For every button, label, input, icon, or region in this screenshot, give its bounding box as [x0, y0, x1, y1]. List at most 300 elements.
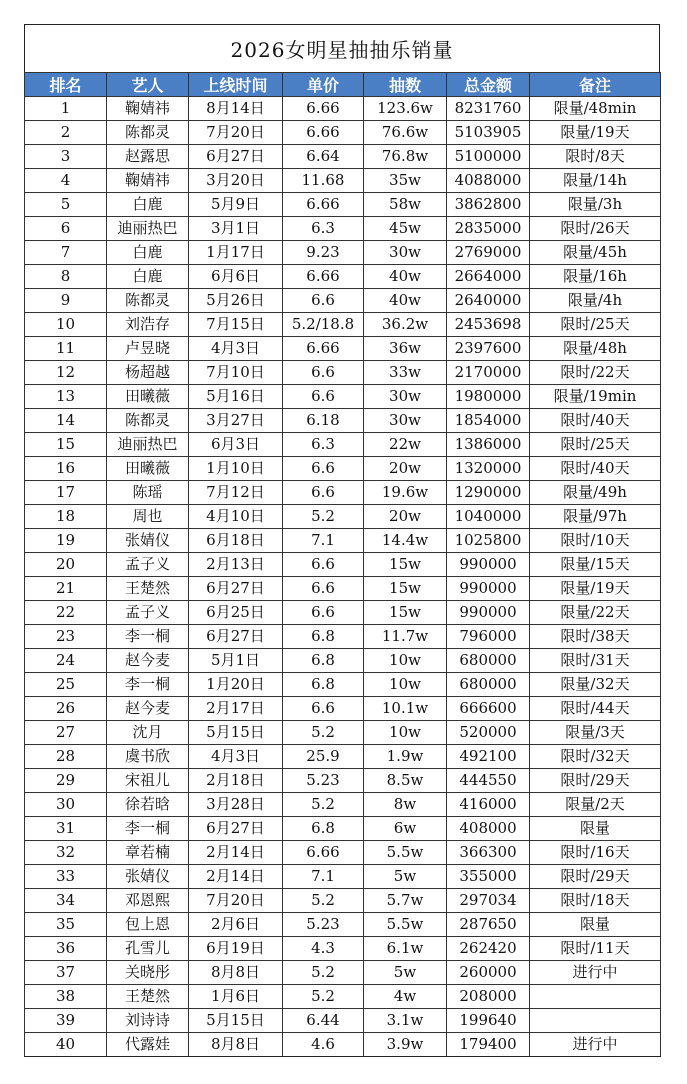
- rank-cell: 1: [25, 97, 107, 121]
- table-row: [25, 169, 661, 193]
- artist-cell: 刘诗诗: [107, 1009, 189, 1033]
- rank-cell: 3: [25, 145, 107, 169]
- unit-price-cell: 6.6: [283, 385, 364, 409]
- unit-price-cell: 5.23: [283, 769, 364, 793]
- artist-cell: 孟子义: [107, 553, 189, 577]
- rank-cell: 36: [25, 937, 107, 961]
- launch-date-cell: 5月16日: [189, 385, 283, 409]
- launch-date-cell: 2月6日: [189, 913, 283, 937]
- artist-cell: 白鹿: [107, 241, 189, 265]
- unit-price-cell: 5.2: [283, 961, 364, 985]
- sheet-title: 2026女明星抽抽乐销量: [24, 24, 660, 72]
- notes-cell: 限时/8天: [530, 145, 661, 169]
- artist-cell: 卢昱晓: [107, 337, 189, 361]
- launch-date-cell: 8月14日: [189, 97, 283, 121]
- launch-date-cell: 5月26日: [189, 289, 283, 313]
- table-row: [25, 553, 661, 577]
- launch-date-cell: 7月20日: [189, 889, 283, 913]
- draw-count-cell: 76.8w: [364, 145, 447, 169]
- launch-date-cell: 2月18日: [189, 769, 283, 793]
- notes-cell: 限量/16h: [530, 265, 661, 289]
- artist-cell: 周也: [107, 505, 189, 529]
- total-amount-cell: 262420: [447, 937, 530, 961]
- total-amount-cell: 680000: [447, 673, 530, 697]
- table-row: [25, 481, 661, 505]
- notes-cell: 限时/25天: [530, 433, 661, 457]
- artist-cell: 王楚然: [107, 577, 189, 601]
- draw-count-cell: 123.6w: [364, 97, 447, 121]
- table-row: [25, 313, 661, 337]
- rank-cell: 26: [25, 697, 107, 721]
- unit-price-cell: 11.68: [283, 169, 364, 193]
- rank-cell: 4: [25, 169, 107, 193]
- draw-count-cell: 10.1w: [364, 697, 447, 721]
- unit-price-cell: 6.66: [283, 121, 364, 145]
- notes-cell: 限量/19min: [530, 385, 661, 409]
- total-amount-cell: 680000: [447, 649, 530, 673]
- table-row: [25, 505, 661, 529]
- draw-count-cell: 36.2w: [364, 313, 447, 337]
- draw-count-cell: 76.6w: [364, 121, 447, 145]
- table-row: [25, 577, 661, 601]
- launch-date-cell: 1月10日: [189, 457, 283, 481]
- total-amount-cell: 1040000: [447, 505, 530, 529]
- draw-count-cell: 10w: [364, 721, 447, 745]
- unit-price-cell: 6.8: [283, 817, 364, 841]
- draw-count-cell: 10w: [364, 673, 447, 697]
- artist-cell: 徐若晗: [107, 793, 189, 817]
- rank-cell: 35: [25, 913, 107, 937]
- total-amount-cell: 1025800: [447, 529, 530, 553]
- notes-cell: 进行中: [530, 961, 661, 985]
- total-amount-cell: 1386000: [447, 433, 530, 457]
- notes-cell: 限时/22天: [530, 361, 661, 385]
- rank-cell: 18: [25, 505, 107, 529]
- unit-price-cell: 9.23: [283, 241, 364, 265]
- draw-count-cell: 19.6w: [364, 481, 447, 505]
- notes-cell: 限量/49h: [530, 481, 661, 505]
- total-amount-cell: 287650: [447, 913, 530, 937]
- total-amount-cell: 416000: [447, 793, 530, 817]
- unit-price-cell: 5.2: [283, 793, 364, 817]
- table-row: [25, 745, 661, 769]
- launch-date-cell: 6月27日: [189, 145, 283, 169]
- header-unit-price: 单价: [283, 73, 364, 97]
- artist-cell: 迪丽热巴: [107, 217, 189, 241]
- notes-cell: 限量/97h: [530, 505, 661, 529]
- table-row: [25, 793, 661, 817]
- notes-cell: 限时/29天: [530, 769, 661, 793]
- notes-cell: [530, 985, 661, 1009]
- draw-count-cell: 33w: [364, 361, 447, 385]
- total-amount-cell: 666600: [447, 697, 530, 721]
- launch-date-cell: 5月15日: [189, 721, 283, 745]
- table-row: [25, 457, 661, 481]
- total-amount-cell: 444550: [447, 769, 530, 793]
- rank-cell: 11: [25, 337, 107, 361]
- table-row: [25, 817, 661, 841]
- total-amount-cell: 208000: [447, 985, 530, 1009]
- rank-cell: 9: [25, 289, 107, 313]
- unit-price-cell: 6.66: [283, 841, 364, 865]
- table-row: [25, 985, 661, 1009]
- table-row: [25, 121, 661, 145]
- draw-count-cell: 30w: [364, 409, 447, 433]
- unit-price-cell: 6.66: [283, 193, 364, 217]
- notes-cell: 限量/14h: [530, 169, 661, 193]
- rank-cell: 37: [25, 961, 107, 985]
- table-row: [25, 673, 661, 697]
- rank-cell: 21: [25, 577, 107, 601]
- launch-date-cell: 3月27日: [189, 409, 283, 433]
- rank-cell: 8: [25, 265, 107, 289]
- table-row: [25, 649, 661, 673]
- table-row: [25, 433, 661, 457]
- artist-cell: 宋祖儿: [107, 769, 189, 793]
- table-row: [25, 889, 661, 913]
- artist-cell: 李一桐: [107, 625, 189, 649]
- artist-cell: 张婧仪: [107, 865, 189, 889]
- draw-count-cell: 8w: [364, 793, 447, 817]
- artist-cell: 田曦薇: [107, 457, 189, 481]
- notes-cell: 限量/48min: [530, 97, 661, 121]
- draw-count-cell: 5.7w: [364, 889, 447, 913]
- unit-price-cell: 25.9: [283, 745, 364, 769]
- launch-date-cell: 2月13日: [189, 553, 283, 577]
- artist-cell: 虞书欣: [107, 745, 189, 769]
- notes-cell: 限时/18天: [530, 889, 661, 913]
- draw-count-cell: 15w: [364, 577, 447, 601]
- rank-cell: 40: [25, 1033, 107, 1057]
- table-row: [25, 385, 661, 409]
- launch-date-cell: 6月6日: [189, 265, 283, 289]
- notes-cell: 进行中: [530, 1033, 661, 1057]
- unit-price-cell: 5.23: [283, 913, 364, 937]
- rank-cell: 22: [25, 601, 107, 625]
- artist-cell: 陈瑶: [107, 481, 189, 505]
- rank-cell: 5: [25, 193, 107, 217]
- header-rank: 排名: [25, 73, 107, 97]
- launch-date-cell: 8月8日: [189, 961, 283, 985]
- draw-count-cell: 6w: [364, 817, 447, 841]
- table-row: [25, 217, 661, 241]
- total-amount-cell: 2453698: [447, 313, 530, 337]
- launch-date-cell: 7月15日: [189, 313, 283, 337]
- unit-price-cell: 6.66: [283, 337, 364, 361]
- launch-date-cell: 7月12日: [189, 481, 283, 505]
- total-amount-cell: 990000: [447, 601, 530, 625]
- table-row: [25, 697, 661, 721]
- total-amount-cell: 1290000: [447, 481, 530, 505]
- rank-cell: 38: [25, 985, 107, 1009]
- draw-count-cell: 3.1w: [364, 1009, 447, 1033]
- notes-cell: 限量/15天: [530, 553, 661, 577]
- total-amount-cell: 520000: [447, 721, 530, 745]
- launch-date-cell: 3月28日: [189, 793, 283, 817]
- rank-cell: 33: [25, 865, 107, 889]
- artist-cell: 代露娃: [107, 1033, 189, 1057]
- total-amount-cell: 1320000: [447, 457, 530, 481]
- artist-cell: 孟子义: [107, 601, 189, 625]
- total-amount-cell: 3862800: [447, 193, 530, 217]
- draw-count-cell: 5w: [364, 865, 447, 889]
- header-notes: 备注: [530, 73, 661, 97]
- header-row: [25, 73, 661, 97]
- notes-cell: 限量/19天: [530, 577, 661, 601]
- rank-cell: 29: [25, 769, 107, 793]
- draw-count-cell: 5.5w: [364, 841, 447, 865]
- rank-cell: 27: [25, 721, 107, 745]
- launch-date-cell: 5月1日: [189, 649, 283, 673]
- launch-date-cell: 3月20日: [189, 169, 283, 193]
- notes-cell: 限时/10天: [530, 529, 661, 553]
- unit-price-cell: 6.3: [283, 217, 364, 241]
- rank-cell: 7: [25, 241, 107, 265]
- artist-cell: 章若楠: [107, 841, 189, 865]
- header-draw-count: 抽数: [364, 73, 447, 97]
- notes-cell: 限量/19天: [530, 121, 661, 145]
- notes-cell: 限量/4h: [530, 289, 661, 313]
- unit-price-cell: 6.6: [283, 601, 364, 625]
- unit-price-cell: 5.2: [283, 721, 364, 745]
- rank-cell: 15: [25, 433, 107, 457]
- artist-cell: 鞠婧祎: [107, 97, 189, 121]
- total-amount-cell: 990000: [447, 577, 530, 601]
- notes-cell: 限量: [530, 817, 661, 841]
- draw-count-cell: 11.7w: [364, 625, 447, 649]
- notes-cell: 限时/11天: [530, 937, 661, 961]
- total-amount-cell: 2769000: [447, 241, 530, 265]
- total-amount-cell: 492100: [447, 745, 530, 769]
- rank-cell: 6: [25, 217, 107, 241]
- artist-cell: 沈月: [107, 721, 189, 745]
- table-row: [25, 97, 661, 121]
- artist-cell: 迪丽热巴: [107, 433, 189, 457]
- total-amount-cell: 1980000: [447, 385, 530, 409]
- notes-cell: [530, 1009, 661, 1033]
- launch-date-cell: 6月27日: [189, 817, 283, 841]
- notes-cell: 限量: [530, 913, 661, 937]
- notes-cell: 限时/16天: [530, 841, 661, 865]
- unit-price-cell: 6.6: [283, 697, 364, 721]
- rank-cell: 2: [25, 121, 107, 145]
- artist-cell: 鞠婧祎: [107, 169, 189, 193]
- notes-cell: 限量/48h: [530, 337, 661, 361]
- rank-cell: 30: [25, 793, 107, 817]
- table-row: [25, 601, 661, 625]
- launch-date-cell: 6月18日: [189, 529, 283, 553]
- launch-date-cell: 6月27日: [189, 625, 283, 649]
- rank-cell: 17: [25, 481, 107, 505]
- unit-price-cell: 7.1: [283, 529, 364, 553]
- notes-cell: 限量/3天: [530, 721, 661, 745]
- total-amount-cell: 4088000: [447, 169, 530, 193]
- notes-cell: 限时/29天: [530, 865, 661, 889]
- total-amount-cell: 8231760: [447, 97, 530, 121]
- notes-cell: 限量/45h: [530, 241, 661, 265]
- rank-cell: 24: [25, 649, 107, 673]
- rank-cell: 10: [25, 313, 107, 337]
- draw-count-cell: 20w: [364, 457, 447, 481]
- launch-date-cell: 4月10日: [189, 505, 283, 529]
- rank-cell: 16: [25, 457, 107, 481]
- header-artist: 艺人: [107, 73, 189, 97]
- launch-date-cell: 1月20日: [189, 673, 283, 697]
- notes-cell: 限时/32天: [530, 745, 661, 769]
- artist-cell: 田曦薇: [107, 385, 189, 409]
- unit-price-cell: 6.18: [283, 409, 364, 433]
- notes-cell: 限时/40天: [530, 409, 661, 433]
- table-row: [25, 193, 661, 217]
- launch-date-cell: 7月20日: [189, 121, 283, 145]
- rank-cell: 14: [25, 409, 107, 433]
- launch-date-cell: 4月3日: [189, 745, 283, 769]
- unit-price-cell: 6.6: [283, 553, 364, 577]
- artist-cell: 杨超越: [107, 361, 189, 385]
- artist-cell: 张婧仪: [107, 529, 189, 553]
- unit-price-cell: 6.64: [283, 145, 364, 169]
- table-row: [25, 1009, 661, 1033]
- launch-date-cell: 6月25日: [189, 601, 283, 625]
- unit-price-cell: 6.6: [283, 457, 364, 481]
- unit-price-cell: 6.66: [283, 97, 364, 121]
- total-amount-cell: 297034: [447, 889, 530, 913]
- launch-date-cell: 6月3日: [189, 433, 283, 457]
- notes-cell: 限量/2天: [530, 793, 661, 817]
- header-launch-date: 上线时间: [189, 73, 283, 97]
- rank-cell: 39: [25, 1009, 107, 1033]
- unit-price-cell: 5.2/18.8: [283, 313, 364, 337]
- artist-cell: 包上恩: [107, 913, 189, 937]
- launch-date-cell: 2月14日: [189, 841, 283, 865]
- artist-cell: 孔雪儿: [107, 937, 189, 961]
- draw-count-cell: 3.9w: [364, 1033, 447, 1057]
- launch-date-cell: 6月19日: [189, 937, 283, 961]
- launch-date-cell: 5月15日: [189, 1009, 283, 1033]
- unit-price-cell: 6.8: [283, 649, 364, 673]
- rank-cell: 13: [25, 385, 107, 409]
- draw-count-cell: 22w: [364, 433, 447, 457]
- unit-price-cell: 5.2: [283, 985, 364, 1009]
- launch-date-cell: 4月3日: [189, 337, 283, 361]
- table-row: [25, 961, 661, 985]
- table-row: [25, 289, 661, 313]
- table-row: [25, 361, 661, 385]
- draw-count-cell: 5.5w: [364, 913, 447, 937]
- draw-count-cell: 30w: [364, 241, 447, 265]
- draw-count-cell: 8.5w: [364, 769, 447, 793]
- launch-date-cell: 3月1日: [189, 217, 283, 241]
- table-row: [25, 241, 661, 265]
- artist-cell: 赵今麦: [107, 649, 189, 673]
- draw-count-cell: 5w: [364, 961, 447, 985]
- launch-date-cell: 6月27日: [189, 577, 283, 601]
- launch-date-cell: 8月8日: [189, 1033, 283, 1057]
- total-amount-cell: 990000: [447, 553, 530, 577]
- draw-count-cell: 40w: [364, 265, 447, 289]
- rank-cell: 23: [25, 625, 107, 649]
- rank-cell: 12: [25, 361, 107, 385]
- unit-price-cell: 5.2: [283, 889, 364, 913]
- unit-price-cell: 6.6: [283, 361, 364, 385]
- artist-cell: 邓恩熙: [107, 889, 189, 913]
- launch-date-cell: 5月9日: [189, 193, 283, 217]
- launch-date-cell: 1月6日: [189, 985, 283, 1009]
- table-row: [25, 337, 661, 361]
- total-amount-cell: 366300: [447, 841, 530, 865]
- total-amount-cell: 408000: [447, 817, 530, 841]
- launch-date-cell: 1月17日: [189, 241, 283, 265]
- draw-count-cell: 58w: [364, 193, 447, 217]
- draw-count-cell: 10w: [364, 649, 447, 673]
- unit-price-cell: 6.6: [283, 289, 364, 313]
- total-amount-cell: 355000: [447, 865, 530, 889]
- artist-cell: 陈都灵: [107, 289, 189, 313]
- launch-date-cell: 2月17日: [189, 697, 283, 721]
- artist-cell: 李一桐: [107, 817, 189, 841]
- launch-date-cell: 2月14日: [189, 865, 283, 889]
- total-amount-cell: 199640: [447, 1009, 530, 1033]
- total-amount-cell: 179400: [447, 1033, 530, 1057]
- rank-cell: 31: [25, 817, 107, 841]
- draw-count-cell: 1.9w: [364, 745, 447, 769]
- table-row: [25, 865, 661, 889]
- notes-cell: 限时/26天: [530, 217, 661, 241]
- draw-count-cell: 45w: [364, 217, 447, 241]
- total-amount-cell: 5103905: [447, 121, 530, 145]
- unit-price-cell: 6.8: [283, 673, 364, 697]
- rank-cell: 20: [25, 553, 107, 577]
- total-amount-cell: 260000: [447, 961, 530, 985]
- table-row: [25, 841, 661, 865]
- total-amount-cell: 2664000: [447, 265, 530, 289]
- draw-count-cell: 14.4w: [364, 529, 447, 553]
- artist-cell: 陈都灵: [107, 409, 189, 433]
- draw-count-cell: 15w: [364, 553, 447, 577]
- total-amount-cell: 2397600: [447, 337, 530, 361]
- notes-cell: 限时/40天: [530, 457, 661, 481]
- artist-cell: 关晓彤: [107, 961, 189, 985]
- unit-price-cell: 6.6: [283, 577, 364, 601]
- total-amount-cell: 2835000: [447, 217, 530, 241]
- table-row: [25, 913, 661, 937]
- artist-cell: 白鹿: [107, 265, 189, 289]
- rank-cell: 25: [25, 673, 107, 697]
- artist-cell: 赵露思: [107, 145, 189, 169]
- table-row: [25, 265, 661, 289]
- rank-cell: 28: [25, 745, 107, 769]
- artist-cell: 李一桐: [107, 673, 189, 697]
- rank-cell: 32: [25, 841, 107, 865]
- total-amount-cell: 796000: [447, 625, 530, 649]
- rank-cell: 34: [25, 889, 107, 913]
- notes-cell: 限量/22天: [530, 601, 661, 625]
- unit-price-cell: 7.1: [283, 865, 364, 889]
- table-row: [25, 409, 661, 433]
- unit-price-cell: 6.44: [283, 1009, 364, 1033]
- total-amount-cell: 2640000: [447, 289, 530, 313]
- rank-cell: 19: [25, 529, 107, 553]
- sales-table: [24, 72, 661, 1057]
- draw-count-cell: 15w: [364, 601, 447, 625]
- unit-price-cell: 5.2: [283, 505, 364, 529]
- artist-cell: 刘浩存: [107, 313, 189, 337]
- table-row: [25, 529, 661, 553]
- sales-sheet: [24, 24, 660, 1057]
- artist-cell: 白鹿: [107, 193, 189, 217]
- artist-cell: 赵今麦: [107, 697, 189, 721]
- draw-count-cell: 30w: [364, 385, 447, 409]
